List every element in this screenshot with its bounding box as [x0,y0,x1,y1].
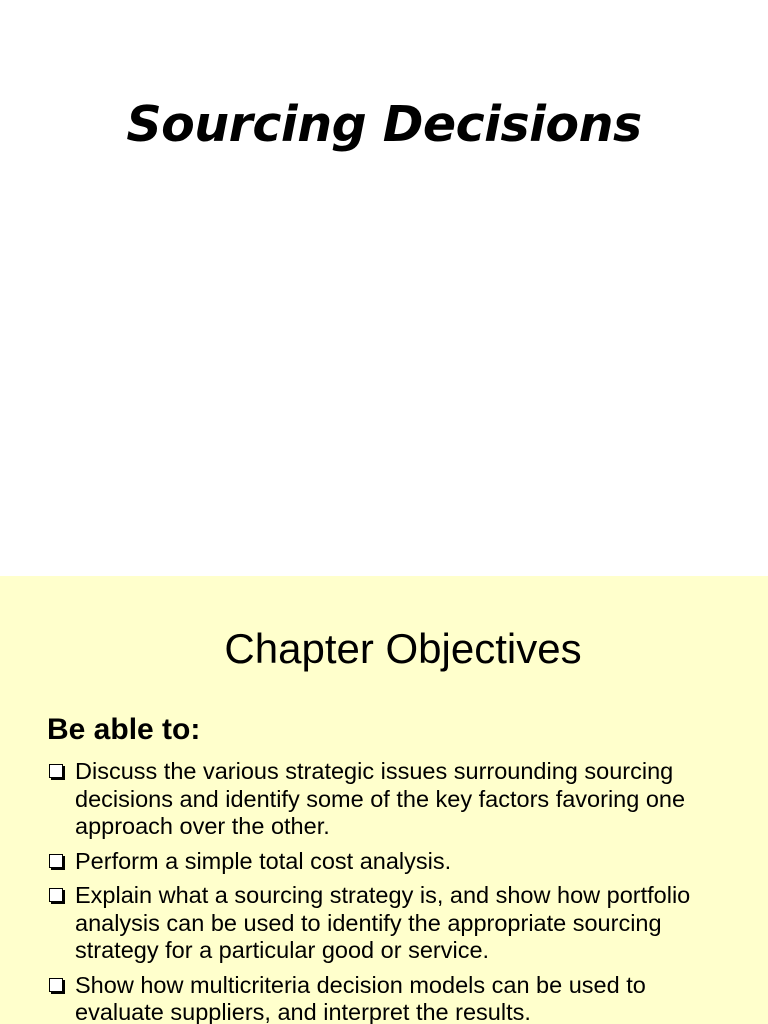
objective-text: Show how multicriteria decision models can be used to evaluate suppliers, and interpret the results. [75,971,646,1024]
objective-text: Perform a simple total cost analysis. [75,847,452,874]
checkbox-icon [49,888,63,902]
checkbox-icon [49,854,63,868]
objective-text: Discuss the various strategic issues surrounding sourcing decisions and identify some of the key factors favoring one approach over the other. [75,758,686,839]
objectives-list [47,758,737,1024]
be-able-to-subhead: Be able to: [47,713,201,746]
objective-item [47,882,737,965]
objectives-slide [0,576,768,1024]
objective-item [47,758,737,841]
objective-item [47,972,737,1024]
checkbox-icon [49,978,63,992]
chapter-objectives-heading: Chapter Objectives [224,625,582,672]
objective-item [47,848,737,876]
slide-title: Sourcing Decisions [126,96,642,153]
checkbox-icon [49,764,63,778]
objective-text: Explain what a sourcing strategy is, and show how portfolio analysis can be used to identify the appropriate sourcing strategy for a particular good or service. [75,882,691,963]
